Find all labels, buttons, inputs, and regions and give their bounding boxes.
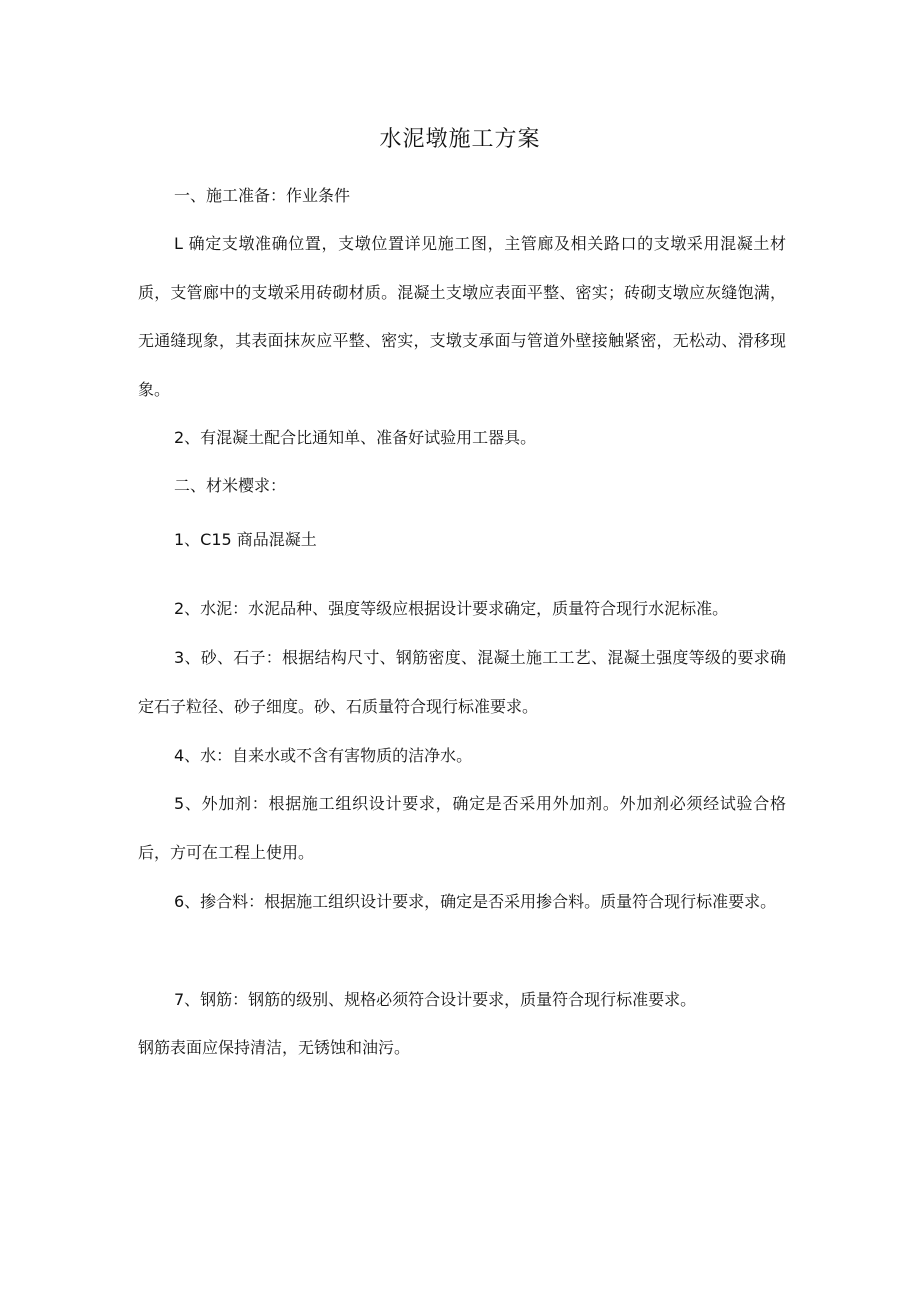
list-item-rebar: 7、钢筋：钢筋的级别、规格必须符合设计要求，质量符合现行标准要求。 — [174, 990, 697, 1009]
list-item-cement: 2、水泥：水泥品种、强度等级应根据设计要求确定，质量符合现行水泥标准。 — [174, 599, 729, 618]
list-item-blending-material: 6、掺合料：根据施工组织设计要求，确定是否采用掺合料。质量符合现行标准要求。 — [174, 892, 777, 911]
section-heading-materials: 二、材米樱求： — [174, 476, 287, 495]
paragraph-item-2-mix-notice: 2、有混凝土配合比通知单、准备好试验用工器具。 — [174, 428, 537, 447]
document-title: 水泥墩施工方案 — [379, 127, 541, 152]
paragraph-rebar-surface: 钢筋表面应保持清洁，无锈蚀和油污。 — [138, 1038, 411, 1057]
paragraph-item-l-position: L 确定支墩准确位置，支墩位置详见施工图，主管廊及相关路口的支墩采用混凝土材质，支管廊中的支墩采用砖砌材质。混凝土支墩应表面平整、密实；砖砌支墩应灰缝饱满，无通缝现象，其表面抹灰应平整、密实，支墩支承面与管道外壁接触紧密，无松动、滑移现象。 — [138, 234, 786, 399]
section-heading-preparation: 一、施工准备：作业条件 — [174, 186, 351, 205]
list-item-water: 4、水：自来水或不含有害物质的洁净水。 — [174, 746, 473, 765]
list-item-sand-stone: 3、砂、石子：根据结构尺寸、钢筋密度、混凝土施工工艺、混凝土强度等级的要求确定石子粒径、砂子细度。砂、石质量符合现行标准要求。 — [138, 648, 786, 716]
list-item-c15-concrete: 1、C15 商品混凝土 — [174, 530, 317, 549]
list-item-admixture: 5、外加剂：根据施工组织设计要求，确定是否采用外加剂。外加剂必须经试验合格后，方可在工程上使用。 — [138, 794, 786, 862]
